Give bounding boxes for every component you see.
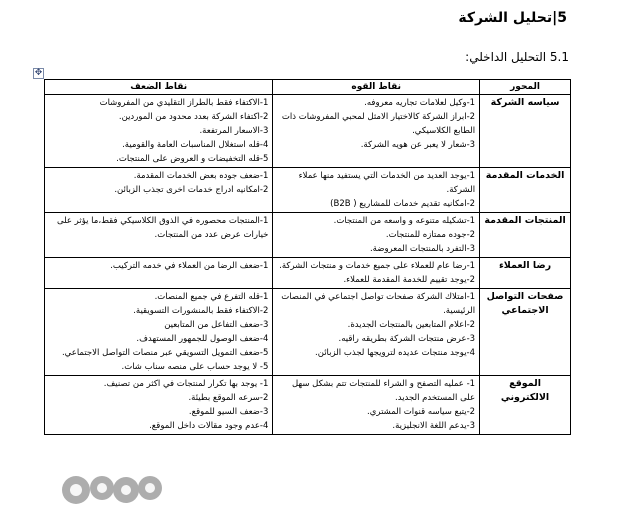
table-row <box>45 289 571 376</box>
strength-item: 1-تشكيله متنوعه و واسعه من المنتجات. <box>333 216 476 226</box>
strength-item: 3-يدعم اللغة الانجليزية. <box>392 421 476 431</box>
strengths-cell <box>273 95 480 168</box>
table-row <box>45 376 571 435</box>
strength-item: 1- عمليه التصفح و الشراء للمنتجات تتم بشكل سهل على المستخدم الجديد. <box>292 379 476 403</box>
weakness-item: 3-ضعف التفاعل من المتابعين <box>164 320 269 330</box>
watermark-logo <box>54 458 172 518</box>
weaknesses-cell <box>45 213 273 258</box>
strength-item: 2-يوجد تقييم للخدمة المقدمة للعملاء. <box>343 275 476 285</box>
strength-item: 2-امكانيه تقديم خدمات للمشاريع ( B2B) <box>330 199 476 209</box>
weakness-item: 1-المنتجات محصوره في الذوق الكلاسيكي فقط،ما يؤثر على خيارات عرض عدد من المنتجات. <box>57 216 269 240</box>
table-row <box>45 213 571 258</box>
strengths-cell <box>273 289 480 376</box>
axis-cell: رضا العملاء <box>480 258 571 289</box>
strength-item: 1-وكيل لعلامات تجاريه معروفه. <box>364 98 476 108</box>
internal-analysis-table <box>44 79 571 435</box>
strength-item: 1-يوجد العديد من الخدمات التي يستفيد منها عملاء الشركة. <box>298 171 476 195</box>
strength-item: 1-امتلاك الشركة صفحات تواصل اجتماعي في المنصات الرئيسية. <box>281 292 476 316</box>
section-heading: 5|تحليل الشركة <box>458 10 567 26</box>
axis-cell: الموقع الالكتروني <box>480 376 571 435</box>
weakness-item: 1- يوجد بها تكرار لمنتجات في اكثر من تصنيف. <box>103 379 269 389</box>
strengths-cell <box>273 258 480 289</box>
weakness-item: 4-عدم وجود مقالات داخل الموقع. <box>149 421 269 431</box>
axis-cell: الخدمات المقدمة <box>480 168 571 213</box>
subsection-title: التحليل الداخلي: <box>465 50 547 64</box>
weaknesses-cell <box>45 258 273 289</box>
strength-item: 1-رضا عام للعملاء على جميع خدمات و منتجات الشركة. <box>279 261 476 271</box>
weakness-item: 2-امكانيه ادراج خدمات اخرى تجذب الزبائن. <box>114 185 269 195</box>
weakness-item: 4-قله استغلال المناسبات العامة والقومية. <box>122 140 269 150</box>
weakness-item: 1-ضعف جوده بعض الخدمات المقدمة. <box>133 171 269 181</box>
strength-item: 3-شعار لا يعبر عن هويه الشركة. <box>360 140 476 150</box>
axis-cell: صفحات التواصل الاجتماعي <box>480 289 571 376</box>
strength-item: 2-ابراز الشركة كالاختيار الامثل لمحبي المفروشات ذات الطابع الكلاسيكي. <box>281 112 476 136</box>
table-row <box>45 258 571 289</box>
weakness-item: 1-الاكتفاء فقط بالطراز التقليدي من المفروشات <box>99 98 269 108</box>
weakness-item: 1-ضعف الرضا من العملاء في خدمه التركيب. <box>110 261 269 271</box>
table-row <box>45 95 571 168</box>
weakness-item: 5-ضعف التمويل التسويقي عبر منصات التواصل الاجتماعي. <box>61 348 269 358</box>
strengths-cell <box>273 376 480 435</box>
table-row <box>45 168 571 213</box>
subsection-heading <box>465 50 569 64</box>
weakness-item: 5- لا يوجد حساب على منصه سناب شات. <box>121 362 269 372</box>
weakness-item: 4-ضعف الوصول للجمهور المستهدف. <box>136 334 269 344</box>
strength-item: 2-جوده ممتازه للمنتجات. <box>385 230 476 240</box>
table-body <box>45 95 571 435</box>
axis-cell: سياسه الشركة <box>480 95 571 168</box>
strength-item: 3-التفرد بالمنتجات المعروضة. <box>369 244 476 254</box>
strength-item: 4-يوجد منتجات عديده لترويجها لجذب الزبائن. <box>315 348 476 358</box>
strength-item: 2-اعلام المتابعين بالمنتجات الجديدة. <box>347 320 476 330</box>
section-number: 5 <box>557 10 567 26</box>
strengths-cell <box>273 168 480 213</box>
strengths-cell <box>273 213 480 258</box>
weaknesses-cell <box>45 168 273 213</box>
weakness-item: 2-الاكتفاء فقط بالمنشورات التسويقية. <box>133 306 269 316</box>
axis-cell: المنتجات المقدمة <box>480 213 571 258</box>
weaknesses-cell <box>45 95 273 168</box>
header-weaknesses: نقاط الضعف <box>45 80 273 95</box>
table-move-handle-icon[interactable]: ✥ <box>34 68 43 78</box>
header-strengths: نقاط القوه <box>273 80 480 95</box>
subsection-number: 5.1 <box>549 50 569 64</box>
weakness-item: 5-قله التخفيضات و العروض على المنتجات. <box>116 154 269 164</box>
table-header-row <box>45 80 571 95</box>
strength-item: 2-يتبع سياسه قنوات المشتري. <box>367 407 476 417</box>
header-axis: المحور <box>480 80 571 95</box>
weakness-item: 2-سرعه الموقع بطيئة. <box>188 393 269 403</box>
weakness-item: 3-ضعف السيو للموقع. <box>188 407 269 417</box>
weakness-item: 1-قله التفرع في جميع المنصات. <box>154 292 269 302</box>
weakness-item: 3-الاسعار المرتفعة. <box>199 126 269 136</box>
weaknesses-cell <box>45 376 273 435</box>
section-title: تحليل الشركة <box>458 10 553 26</box>
weaknesses-cell <box>45 289 273 376</box>
weakness-item: 2-اكتفاء الشركة بعدد محدود من الموردين. <box>118 112 269 122</box>
strength-item: 3-عرض منتجات الشركة بطريقه راقيه. <box>338 334 476 344</box>
